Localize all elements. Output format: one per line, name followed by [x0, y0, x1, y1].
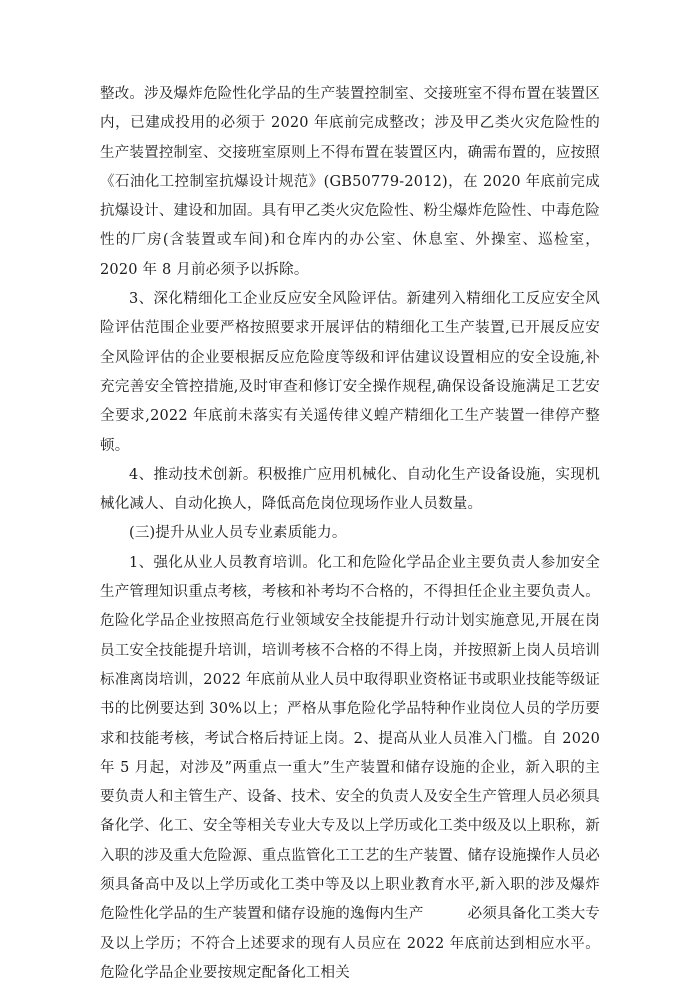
section-heading-3: (三)提升从业人员专业素质能力。: [129, 525, 347, 542]
paragraph-continuation: 整改。涉及爆炸危险性化学品的生产装置控制室、交接班室不得布置在装置区内，已建成投用的必须于 2020 年底前完成整改；涉及甲乙类火灾危险性的生产装置控制室、交接班室原则上不得布置在装置区内，确需布置的，应按照《石油化工控制室抗爆设计规范》(GB50779-2012)，在 2020 年底前完成抗爆设计、建设和加固。具有甲乙类火灾危险性、粉尘爆炸危险性、中毒危险性的厂房(含装置或车间)和仓库内的办公室、休息室、外操室、巡检室，2020 年 8 月前必须予以拆除。: [100, 86, 600, 278]
paragraph-item-4-technology-innovation: 4、推动技术创新。积极推广应用机械化、自动化生产设备设施，实现机械化减人、自动化换人，降低高危岗位现场作业人员数量。: [100, 466, 600, 513]
paragraph-item-1-staff-training: 1、强化从业人员教育培训。化工和危险化学品企业主要负责人参加安全生产管理知识重点考核，考核和补考均不合格的，不得担任企业主要负责人。危险化学品企业按照高危行业领域安全技能提升行动计划实施意见,开展在岗员工安全技能提升培训，培训考核不合格的不得上岗，并按照新上岗人员培训标准离岗培训，2022 年底前从业人员中取得职业资格证书或职业技能等级证书的比例要达到 30%以上；严格从事危险化学品特种作业岗位人员的学历要求和技能考核，考试合格后持证上岗。2、提高从业人员准入门槛。自 2020 年 5 月起，对涉及”两重点一重大”生产装置和储存设施的企业，新入职的主要负责人和主管生产、设备、技术、安全的负责人及安全生产管理人员必须具备化学、化工、安全等相关专业大专及以上学历或化工类中级及以上职称，新入职的涉及重大危险源、重点监管化工工艺的生产装置、储存设施操作人员必须具备高中及以上学历或化工类中等及以上职业教育水平,新入职的涉及爆炸危险性化学品的生产装置和储存设施的逸侮内生产 必须具备化工类大专及以上学历；不符合上述要求的现有人员应在 2022 年底前达到相应水平。危险化学品企业要按规定配备化工相关: [100, 554, 600, 981]
paragraph-item-3-reaction-risk-assessment: 3、深化精细化工企业反应安全风险评估。新建列入精细化工反应安全风险评估范围企业要严格按照要求开展评估的精细化工生产装置,已开展反应安全风险评估的企业要根据反应危险度等级和评估建议设置相应的安全设施,补充完善安全管控措施,及时审查和修订安全操作规程,确保设备设施满足工艺安全要求,2022 年底前未落实有关遥传律义蝗产精细化工生产装置一律停产整顿。: [100, 291, 600, 454]
document-page: [100, 80, 600, 988]
